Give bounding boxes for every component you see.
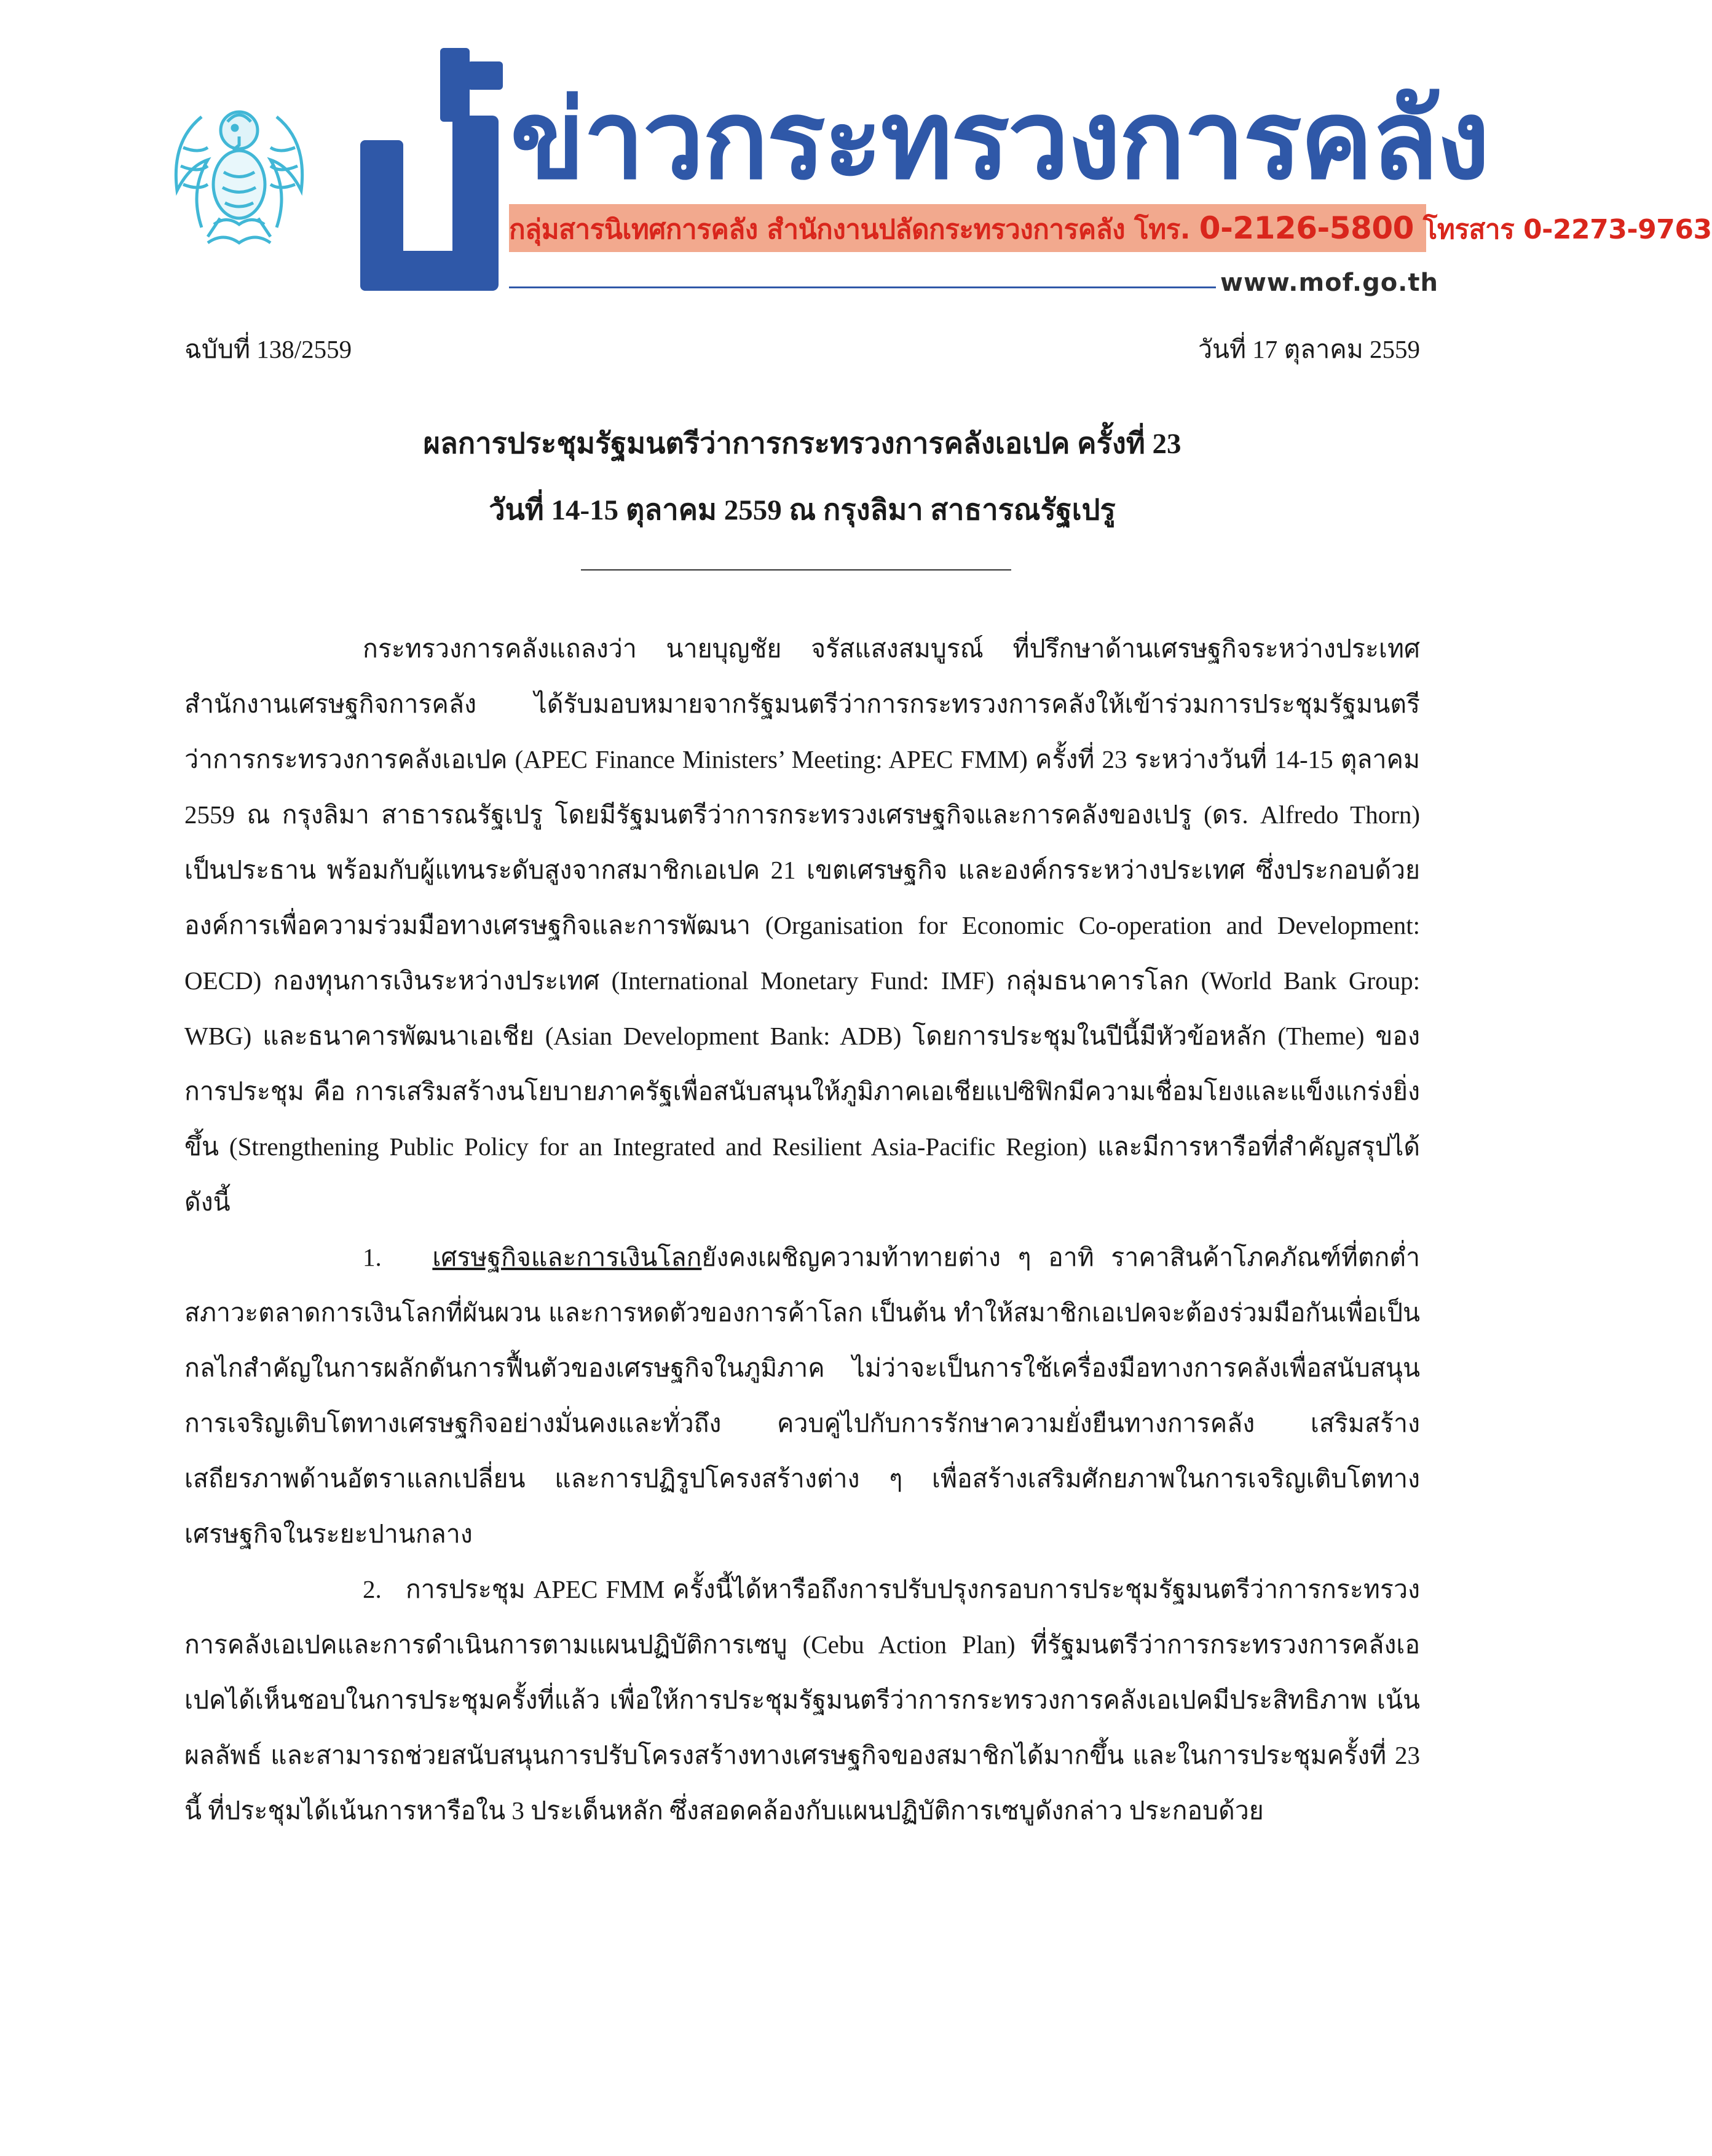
- item-1-number: 1.: [363, 1243, 382, 1271]
- phone-number: 0-2126-5800: [1199, 210, 1414, 246]
- contact-info: [509, 204, 1712, 252]
- garuda-seal-logo: [159, 92, 320, 258]
- title-line-1: ผลการประชุมรัฐมนตรีว่าการกระทรวงการคลังเอเปค ครั้งที่ 23: [423, 428, 1181, 460]
- intro-paragraph: กระทรวงการคลังแถลงว่า นายบุญชัย จรัสแสงสมบูรณ์ ที่ปรึกษาด้านเศรษฐกิจระหว่างประเทศ สำนักงานเศรษฐกิจการคลัง ได้รับมอบหมายจากรัฐมนตรีว่าการกระทรวงการคลังให้เข้าร่วมการประชุมรัฐมนตรีว่าการกระทรวงการคลังเอเปค (APEC Finance Ministers’ Meeting: APEC FMM) ครั้งที่ 23 ระหว่างวันที่ 14-15 ตุลาคม 2559 ณ กรุงลิมา สาธารณรัฐเปรู โดยมีรัฐมนตรีว่าการกระทรวงเศรษฐกิจและการคลังของเปรู (ดร. Alfredo Thorn) เป็นประธาน พร้อมกับผู้แทนระดับสูงจากสมาชิกเอเปค 21 เขตเศรษฐกิจ และองค์กรระหว่างประเทศ ซึ่งประกอบด้วย องค์การเพื่อความร่วมมือทางเศรษฐกิจและการพัฒนา (Organisation for Economic Co-operation and Development: OECD) กองทุนการเงินระหว่างประเทศ (International Monetary Fund: IMF) กลุ่มธนาคารโลก (World Bank Group: WBG) และธนาคารพัฒนาเอเชีย (Asian Development Bank: ADB) โดยการประชุมในปีนี้มีหัวข้อหลัก (Theme) ของการประชุม คือ การเสริมสร้างนโยบายภาครัฐเพื่อสนับสนุนให้ภูมิภาคเอเชียแปซิฟิกมีความเชื่อมโยงและแข็งแกร่งยิ่งขึ้น (Strengthening Public Policy for an Integrated and Resilient Asia-Pacific Region) และมีการหารือที่สำคัญสรุปได้ดังนี้: [184, 634, 1420, 1216]
- issue-number: ฉบับที่ 138/2559: [184, 335, 352, 363]
- letterhead-rule: [509, 286, 1216, 288]
- issue-date: วันที่ 17 ตุลาคม 2559: [1197, 335, 1420, 363]
- contact-line: กลุ่มสารนิเทศการคลัง สำนักงานปลัดกระทรวงการคลัง โทร.: [509, 214, 1190, 245]
- item-1-paragraph: [184, 1230, 1420, 1562]
- fax-number: 0-2273-9763: [1523, 214, 1712, 245]
- document-title: [184, 411, 1420, 543]
- website-url: www.mof.go.th: [1220, 269, 1438, 297]
- letterhead: [0, 0, 1712, 307]
- news-logo-mark: [360, 48, 505, 291]
- item-1-text: ยังคงเผชิญความท้าทายต่าง ๆ อาทิ ราคาสินค้าโภคภัณฑ์ที่ตกต่ำ สภาวะตลาดการเงินโลกที่ผันผวน และการหดตัวของการค้าโลก เป็นต้น ทำให้สมาชิกเอเปคจะต้องร่วมมือกันเพื่อเป็นกลไกสำคัญในการผลักดันการฟื้นตัวของเศรษฐกิจในภูมิภาค ไม่ว่าจะเป็นการใช้เครื่องมือทางการคลังเพื่อสนับสนุนการเจริญเติบโตทางเศรษฐกิจอย่างมั่นคงและทั่วถึง ควบคู่ไปกับการรักษาความยั่งยืนทางการคลัง เสริมสร้างเสถียรภาพด้านอัตราแลกเปลี่ยน และการปฏิรูปโครงสร้างต่าง ๆ เพื่อสร้างเสริมศักยภาพในการเจริญเติบโตทางเศรษฐกิจในระยะปานกลาง: [184, 1243, 1420, 1548]
- item-2-text: การประชุม APEC FMM ครั้งนี้ได้หารือถึงการปรับปรุงกรอบการประชุมรัฐมนตรีว่าการกระทรวงการคลังเอเปคและการดำเนินการตามแผนปฏิบัติการเซบู (Cebu Action Plan) ที่รัฐมนตรีว่าการกระทรวงการคลังเอเปคได้เห็นชอบในการประชุมครั้งที่แล้ว เพื่อให้การประชุมรัฐมนตรีว่าการกระทรวงการคลังเอเปคมีประสิทธิภาพ เน้นผลลัพธ์ และสามารถช่วยสนับสนุนการปรับโครงสร้างทางเศรษฐกิจของสมาชิกได้มากขึ้น และในการประชุมครั้งที่ 23 นี้ ที่ประชุมได้เน้นการหารือใน 3 ประเด็นหลัก ซึ่งสอดคล้องกับแผนปฏิบัติการเซบูดังกล่าว ประกอบด้วย: [184, 1575, 1420, 1825]
- title-line-2: วันที่ 14-15 ตุลาคม 2559 ณ กรุงลิมา สาธารณรัฐเปรู: [489, 494, 1116, 526]
- item-1-heading: เศรษฐกิจและการเงินโลก: [432, 1243, 702, 1271]
- masthead-title: ข่าวกระทรวงการคลัง: [510, 76, 1488, 203]
- item-2-paragraph: [184, 1562, 1420, 1838]
- contact-bar: [509, 204, 1712, 252]
- meta-row: [184, 331, 1420, 368]
- fax-label: โทรสาร: [1422, 214, 1515, 245]
- item-2-number: 2.: [363, 1575, 382, 1603]
- document-body: [184, 621, 1420, 1838]
- title-divider: [581, 569, 1011, 571]
